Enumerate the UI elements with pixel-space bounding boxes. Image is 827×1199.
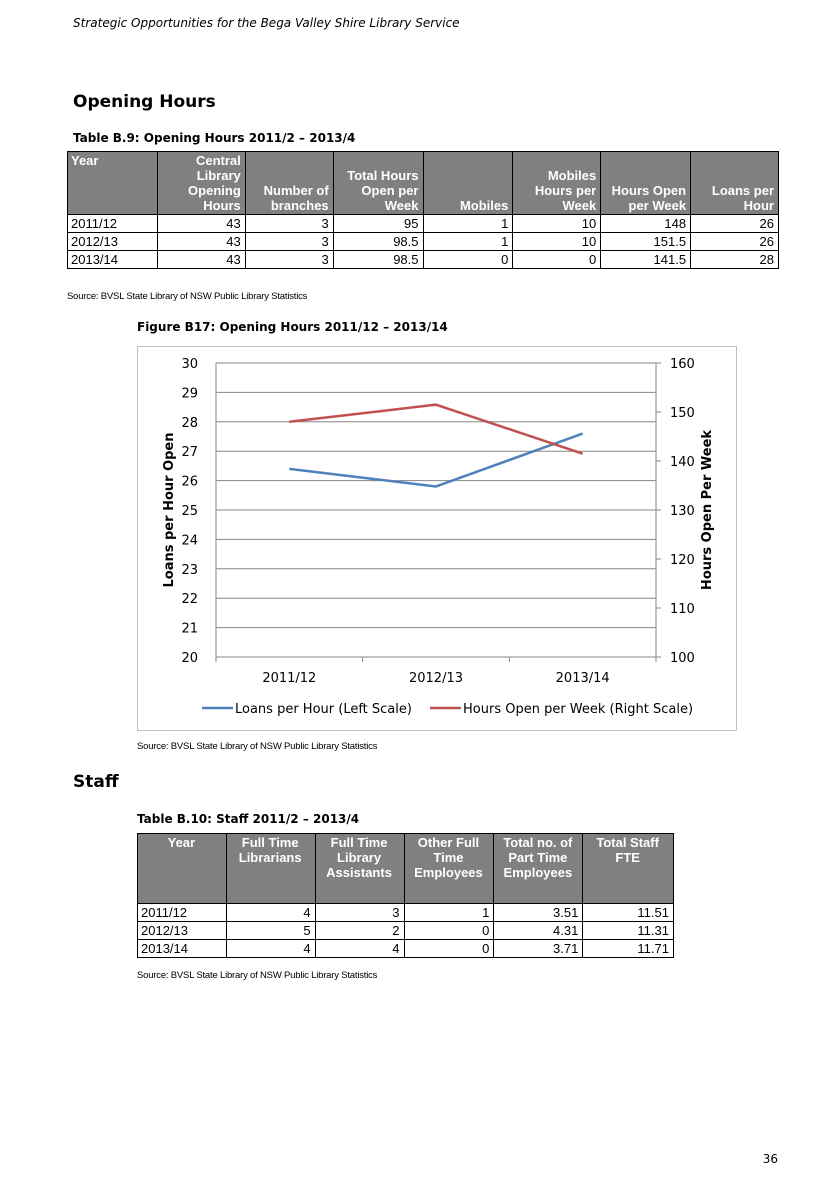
- header-other-full-time-employees: Other Full Time Employees: [404, 834, 494, 904]
- table-cell: 43: [157, 215, 245, 233]
- table-cell: 0: [423, 251, 513, 269]
- x-tick-label: 2012/13: [408, 671, 464, 686]
- table-cell: 1: [423, 215, 513, 233]
- y2-tick-label: 140: [670, 455, 695, 470]
- y2-axis-title: Hours Open Per Week: [700, 429, 715, 591]
- table-b10-source: Source: BVSL State Library of NSW Public Library Statistics: [137, 970, 378, 981]
- table-cell: 3: [245, 233, 333, 251]
- staff-table: [137, 833, 674, 958]
- header-mobiles-hours-per-week: Mobiles Hours per Week: [513, 152, 601, 215]
- y-tick-label: 24: [181, 533, 198, 549]
- y2-tick-label: 110: [670, 602, 695, 617]
- cell-year: 2013/14: [138, 940, 227, 958]
- table-cell: 10: [513, 233, 601, 251]
- header-total-staff-fte: Total Staff FTE: [583, 834, 674, 904]
- opening-hours-table: [67, 151, 779, 269]
- table-row: [68, 233, 779, 251]
- y2-tick-label: 120: [670, 553, 695, 568]
- y-tick-label: 30: [181, 357, 198, 372]
- y-tick-label: 25: [181, 504, 198, 519]
- table-cell: 95: [333, 215, 423, 233]
- x-tick-label: 2013/14: [555, 671, 610, 686]
- loans-per-hour-line: [289, 434, 582, 487]
- table-cell: 26: [691, 233, 779, 251]
- table-cell: 3: [315, 904, 404, 922]
- table-cell: 4: [226, 940, 315, 958]
- header-number-of-branches: Number of branches: [245, 152, 333, 215]
- header-year: Year: [138, 834, 227, 904]
- table-cell: 4: [226, 904, 315, 922]
- table-row: [138, 940, 674, 958]
- table-cell: 43: [157, 251, 245, 269]
- table-cell: 43: [157, 233, 245, 251]
- table-cell: 4.31: [494, 922, 583, 940]
- table-cell: 3: [245, 251, 333, 269]
- legend-label-hours: Hours Open per Week (Right Scale): [463, 702, 694, 717]
- cell-year: 2013/14: [68, 251, 158, 269]
- table-cell: 3.51: [494, 904, 583, 922]
- header-year: Year: [68, 152, 158, 215]
- legend-label-loans: Loans per Hour (Left Scale): [235, 702, 412, 717]
- table-cell: 11.51: [583, 904, 674, 922]
- table-row: [138, 922, 674, 940]
- section-title-staff: Staff: [73, 772, 119, 792]
- table-row: [68, 215, 779, 233]
- y-tick-label: 26: [181, 474, 198, 490]
- y2-tick-label: 150: [670, 406, 695, 421]
- table-cell: 98.5: [333, 251, 423, 269]
- figure-b17-source: Source: BVSL State Library of NSW Public Library Statistics: [137, 741, 378, 752]
- section-title-opening-hours: Opening Hours: [73, 92, 216, 112]
- table-row: [138, 904, 674, 922]
- header-hours-open-per-week: Hours Open per Week: [601, 152, 691, 215]
- figure-b17-caption: Figure B17: Opening Hours 2011/12 – 2013/14: [137, 320, 448, 334]
- table-cell: 141.5: [601, 251, 691, 269]
- y-tick-label: 29: [181, 386, 198, 402]
- header-loans-per-hour: Loans per Hour: [691, 152, 779, 215]
- table-cell: 5: [226, 922, 315, 940]
- document-header-title: Strategic Opportunities for the Bega Valley Shire Library Service: [73, 16, 460, 30]
- table-b9-caption: Table B.9: Opening Hours 2011/2 – 2013/4: [73, 131, 356, 145]
- table-cell: 3: [245, 215, 333, 233]
- hours-open-per-week-line: [289, 405, 582, 454]
- y-tick-label: 22: [181, 592, 198, 608]
- table-header-row: [68, 152, 779, 215]
- cell-year: 2011/12: [68, 215, 158, 233]
- y2-tick-label: 130: [670, 504, 695, 519]
- table-cell: 2: [315, 922, 404, 940]
- chart-canvas: [138, 347, 736, 730]
- table-cell: 11.31: [583, 922, 674, 940]
- table-cell: 11.71: [583, 940, 674, 958]
- y-tick-label: 20: [181, 651, 198, 666]
- header-part-time-employees: Total no. of Part Time Employees: [494, 834, 583, 904]
- header-mobiles: Mobiles: [423, 152, 513, 215]
- table-cell: 0: [404, 940, 494, 958]
- opening-hours-chart: [137, 346, 737, 731]
- header-total-hours-open-per-week: Total Hours Open per Week: [333, 152, 423, 215]
- cell-year: 2011/12: [138, 904, 227, 922]
- cell-year: 2012/13: [68, 233, 158, 251]
- table-cell: 1: [404, 904, 494, 922]
- header-full-time-library-assistants: Full Time Library Assistants: [315, 834, 404, 904]
- table-cell: 3.71: [494, 940, 583, 958]
- table-cell: 10: [513, 215, 601, 233]
- y-tick-label: 21: [181, 621, 198, 637]
- header-central-library-opening-hours: Central Library Opening Hours: [157, 152, 245, 215]
- y-axis-title: Loans per Hour Open: [162, 432, 177, 588]
- table-cell: 98.5: [333, 233, 423, 251]
- x-tick-label: 2011/12: [262, 671, 317, 686]
- table-row: [68, 251, 779, 269]
- table-cell: 28: [691, 251, 779, 269]
- table-cell: 0: [513, 251, 601, 269]
- table-b9-source: Source: BVSL State Library of NSW Public Library Statistics: [67, 291, 308, 302]
- table-cell: 4: [315, 940, 404, 958]
- page-number: 36: [762, 1152, 778, 1166]
- y-tick-label: 27: [181, 445, 198, 461]
- y2-tick-label: 160: [670, 357, 695, 372]
- y-tick-label: 28: [181, 415, 198, 431]
- table-cell: 0: [404, 922, 494, 940]
- table-cell: 1: [423, 233, 513, 251]
- table-cell: 26: [691, 215, 779, 233]
- table-cell: 148: [601, 215, 691, 233]
- y-tick-label: 23: [181, 562, 198, 578]
- cell-year: 2012/13: [138, 922, 227, 940]
- y2-tick-label: 100: [670, 651, 695, 666]
- table-header-row: [138, 834, 674, 904]
- table-cell: 151.5: [601, 233, 691, 251]
- table-b10-caption: Table B.10: Staff 2011/2 – 2013/4: [137, 812, 360, 826]
- header-full-time-librarians: Full Time Librarians: [226, 834, 315, 904]
